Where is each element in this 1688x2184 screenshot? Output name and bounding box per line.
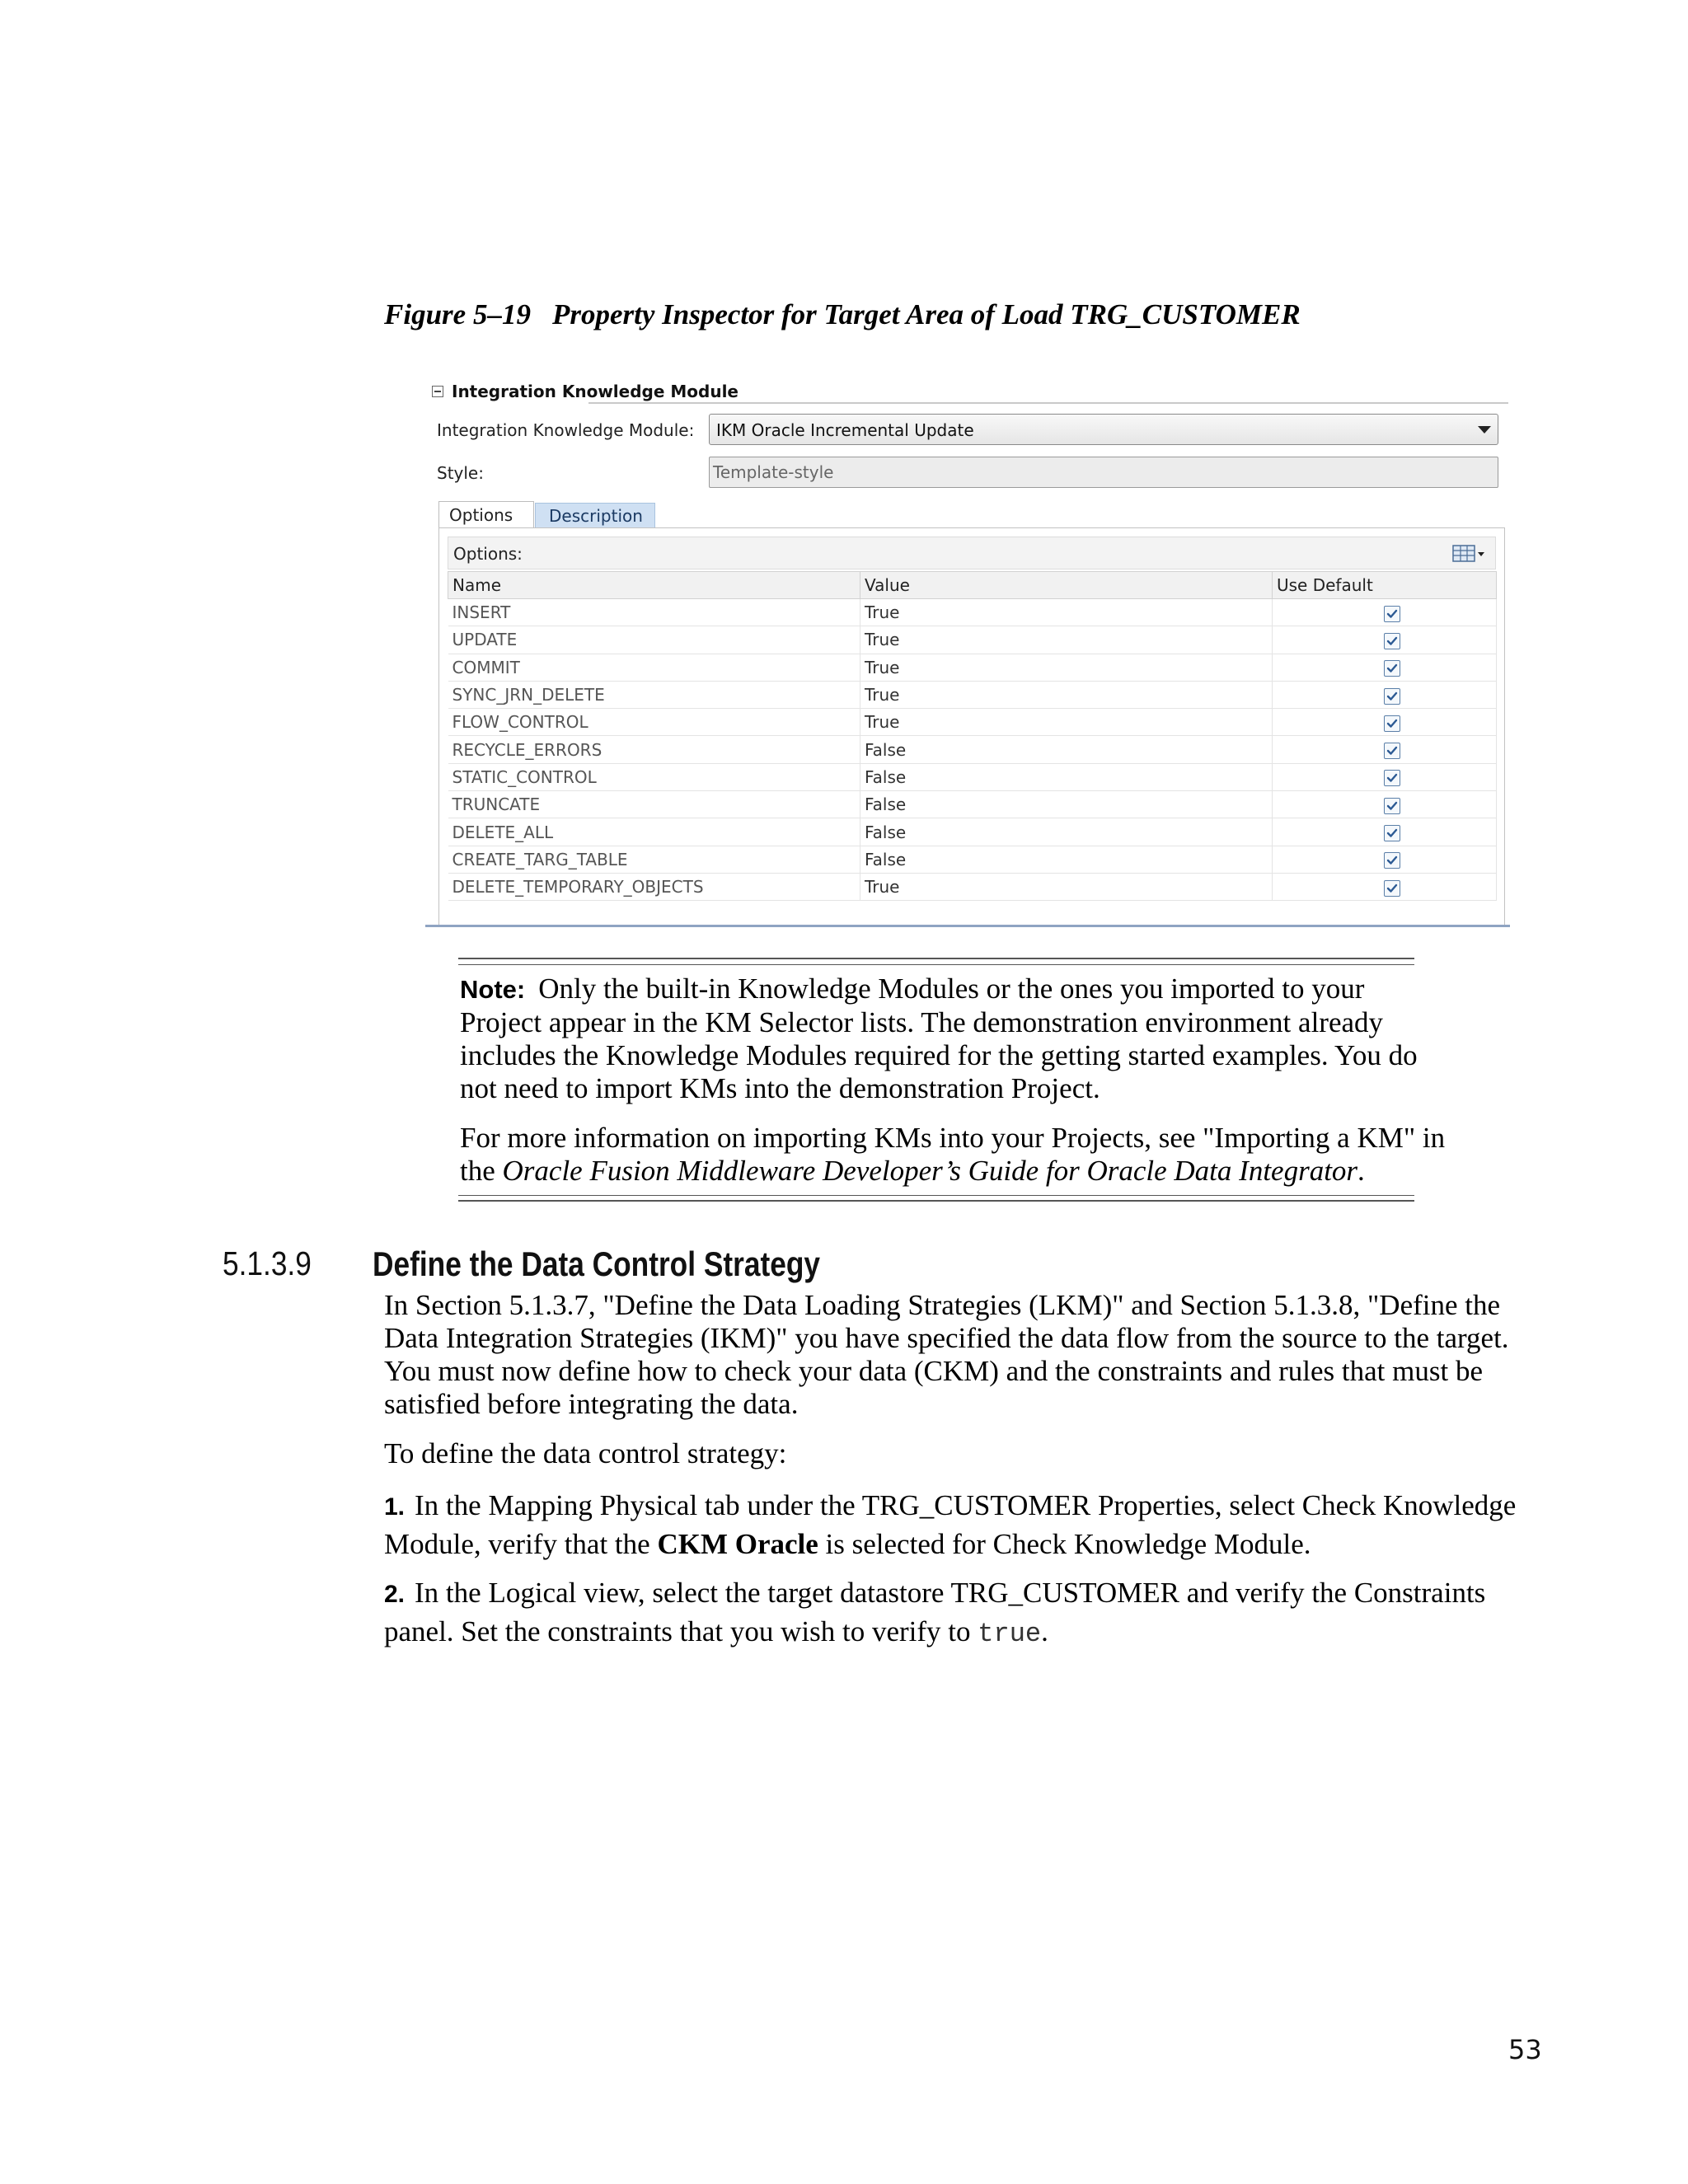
option-value[interactable]: True: [860, 681, 1273, 708]
use-default-checkbox[interactable]: [1384, 606, 1400, 622]
option-name: FLOW_CONTROL: [448, 709, 860, 736]
note-paragraph-2: [460, 1122, 1449, 1188]
chevron-down-icon[interactable]: [1478, 426, 1491, 434]
table-row[interactable]: [448, 846, 1497, 873]
note-paragraph-1: [460, 972, 1449, 1105]
note-text-2-suffix: .: [1357, 1155, 1365, 1187]
style-field: [709, 457, 1498, 488]
figure-caption: [384, 298, 1301, 331]
step-1-text: In the Mapping Physical tab under the TRG_CUSTOMER Properties, select Check Knowledge Module, verify that the: [384, 1489, 1517, 1560]
use-default-cell: [1273, 791, 1497, 818]
option-value[interactable]: True: [860, 599, 1273, 626]
use-default-cell: [1273, 654, 1497, 681]
use-default-checkbox[interactable]: [1384, 798, 1400, 814]
option-value[interactable]: True: [860, 709, 1273, 736]
section-title: Define the Data Control Strategy: [373, 1244, 821, 1283]
step-2-text: In the Logical view, select the target datastore TRG_CUSTOMER and verify the Constraints panel. Set the constraints that you wish to verify to: [384, 1577, 1486, 1647]
use-default-cell: [1273, 873, 1497, 900]
use-default-cell: [1273, 599, 1497, 626]
option-name: COMMIT: [448, 654, 860, 681]
use-default-cell: [1273, 763, 1497, 790]
options-table: [448, 571, 1497, 901]
property-inspector-screenshot: [427, 379, 1508, 926]
table-row[interactable]: [448, 763, 1497, 790]
style-field-value: Template-style: [713, 462, 834, 482]
note-text-2: For more information on importing KMs into your Projects, see "Importing a KM" in the: [460, 1122, 1446, 1187]
intro-paragraph: In Section 5.1.3.7, "Define the Data Loading Strategies (LKM)" and Section 5.1.3.8, "Define the Data Integration Strategies (IKM)" you have specified the data flow from the source to the target. You must now define how to check your data (CKM) and the constraints and rules that must be satisfied before integrating the data.: [384, 1289, 1509, 1420]
step-1: [384, 1487, 1554, 1563]
table-row[interactable]: [448, 736, 1497, 763]
column-header-value[interactable]: Value: [860, 572, 1273, 599]
use-default-checkbox[interactable]: [1384, 715, 1400, 732]
table-row[interactable]: [448, 599, 1497, 626]
option-name: CREATE_TARG_TABLE: [448, 846, 860, 873]
step-number-2: 2.: [384, 1581, 406, 1608]
option-name: UPDATE: [448, 626, 860, 654]
use-default-cell: [1273, 681, 1497, 708]
note-top-rule-thin: [458, 964, 1414, 965]
option-name: STATIC_CONTROL: [448, 763, 860, 790]
use-default-cell: [1273, 818, 1497, 846]
table-row[interactable]: [448, 681, 1497, 708]
figure-title: Property Inspector for Target Area of Load TRG_CUSTOMER: [551, 298, 1301, 330]
use-default-checkbox[interactable]: [1384, 770, 1400, 786]
option-name: DELETE_ALL: [448, 818, 860, 846]
panel-title: Integration Knowledge Module: [452, 382, 738, 401]
note-bottom-rule: [458, 1200, 1414, 1202]
option-value[interactable]: True: [860, 873, 1273, 900]
use-default-cell: [1273, 846, 1497, 873]
table-row[interactable]: [448, 818, 1497, 846]
note-label: Note:: [460, 975, 526, 1004]
option-name: INSERT: [448, 599, 860, 626]
lead-paragraph: To define the data control strategy:: [384, 1437, 787, 1469]
option-value[interactable]: True: [860, 626, 1273, 654]
use-default-checkbox[interactable]: [1384, 852, 1400, 869]
option-value[interactable]: False: [860, 736, 1273, 763]
column-header-name[interactable]: Name: [448, 572, 860, 599]
table-row[interactable]: [448, 791, 1497, 818]
table-row[interactable]: [448, 626, 1497, 654]
note-box: [460, 972, 1449, 1204]
header-divider: [588, 402, 1508, 404]
ikm-select-value: IKM Oracle Incremental Update: [716, 420, 974, 440]
note-top-rule: [458, 958, 1414, 959]
use-default-checkbox[interactable]: [1384, 743, 1400, 759]
options-caption: Options:: [453, 544, 523, 564]
use-default-checkbox[interactable]: [1384, 688, 1400, 705]
option-value[interactable]: False: [860, 791, 1273, 818]
step-2: [384, 1574, 1554, 1652]
section-number: 5.1.3.9: [223, 1244, 312, 1282]
option-value[interactable]: True: [860, 654, 1273, 681]
section-body: [384, 1289, 1554, 1664]
step-2-suffix: .: [1041, 1615, 1048, 1647]
use-default-checkbox[interactable]: [1384, 660, 1400, 677]
use-default-cell: [1273, 736, 1497, 763]
tab-options[interactable]: Options: [438, 501, 534, 527]
page-number: 53: [1508, 2034, 1542, 2065]
use-default-checkbox[interactable]: [1384, 633, 1400, 649]
option-name: RECYCLE_ERRORS: [448, 736, 860, 763]
ikm-label: Integration Knowledge Module:: [437, 420, 695, 440]
table-row[interactable]: [448, 709, 1497, 736]
options-toolbar: [448, 537, 1496, 569]
table-row[interactable]: [448, 654, 1497, 681]
option-name: SYNC_JRN_DELETE: [448, 681, 860, 708]
option-value[interactable]: False: [860, 818, 1273, 846]
step-1-bold: CKM Oracle: [657, 1528, 818, 1560]
table-row[interactable]: [448, 873, 1497, 900]
column-header-use-default[interactable]: Use Default: [1273, 572, 1497, 599]
table-header-row: [448, 572, 1497, 599]
use-default-cell: [1273, 626, 1497, 654]
tab-description[interactable]: Description: [535, 503, 655, 529]
use-default-checkbox[interactable]: [1384, 880, 1400, 897]
option-value[interactable]: False: [860, 763, 1273, 790]
step-number-1: 1.: [384, 1493, 406, 1521]
figure-bottom-rule: [425, 925, 1510, 927]
table-settings-icon[interactable]: [1452, 544, 1485, 564]
options-panel: [438, 527, 1505, 926]
option-name: TRUNCATE: [448, 791, 860, 818]
note-bottom-rule-thin: [458, 1195, 1414, 1196]
use-default-cell: [1273, 709, 1497, 736]
book-title-link[interactable]: Oracle Fusion Middleware Developer’s Guide for Oracle Data Integrator: [502, 1155, 1358, 1187]
collapse-icon[interactable]: [432, 386, 443, 397]
use-default-checkbox[interactable]: [1384, 825, 1400, 841]
style-label: Style:: [437, 463, 484, 483]
options-table-body: [448, 599, 1497, 901]
note-text-1: Only the built-in Knowledge Modules or the ones you imported to your Project appear in the KM Selector lists. The demonstration environment already includes the Knowledge Modules required for the getting started examples. You do not need to import KMs into the demonstration Project.: [460, 972, 1418, 1104]
ikm-select[interactable]: [709, 414, 1498, 445]
panel-header[interactable]: [432, 379, 1508, 404]
step-2-code: true: [978, 1619, 1042, 1649]
step-1-suffix: is selected for Check Knowledge Module.: [818, 1528, 1311, 1560]
option-name: DELETE_TEMPORARY_OBJECTS: [448, 873, 860, 900]
option-value[interactable]: False: [860, 846, 1273, 873]
figure-number: Figure 5–19: [384, 298, 531, 330]
